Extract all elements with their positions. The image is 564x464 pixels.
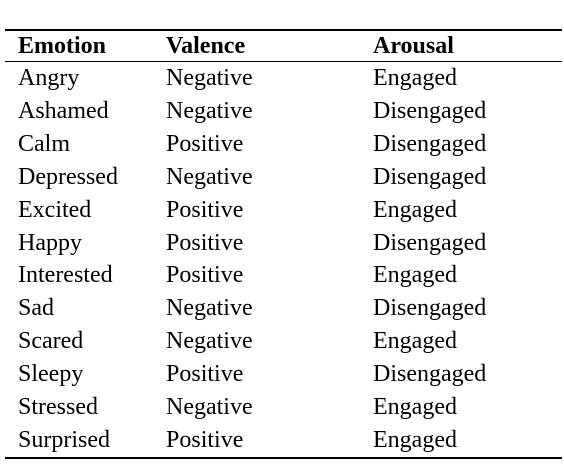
table-row [5,325,562,358]
table-row [5,391,562,424]
cell-valence: Positive [166,229,244,256]
cell-emotion: Sleepy [18,361,84,388]
header-arousal: Arousal [360,30,562,62]
cell-emotion: Stressed [18,394,98,421]
table-body [5,62,562,458]
cell-arousal: Engaged [373,394,457,421]
cell-valence: Positive [166,262,244,289]
header-valence: Valence [153,30,360,62]
cell-valence: Negative [166,163,253,190]
cell-arousal: Disengaged [373,97,487,124]
cell-emotion: Sad [18,295,54,322]
header-emotion: Emotion [5,30,153,62]
cell-valence: Positive [166,130,244,157]
cell-arousal: Disengaged [373,130,487,157]
table-row [5,194,562,227]
cell-emotion: Interested [18,262,113,289]
cell-valence: Negative [166,394,253,421]
cell-emotion: Surprised [5,424,153,458]
cell-emotion: Angry [18,65,80,91]
table-row [5,95,562,128]
cell-emotion: Happy [18,229,82,256]
cell-emotion: Ashamed [18,97,109,124]
table-row [5,424,562,458]
cell-emotion: Calm [18,130,70,157]
table-row [5,128,562,161]
cell-emotion: Depressed [18,163,118,190]
cell-arousal: Engaged [373,65,457,91]
cropped-caption-glyphs [0,0,564,10]
table-row [5,358,562,391]
cell-valence: Negative [166,97,253,124]
emotion-table-container [5,29,562,459]
cell-valence: Negative [166,295,253,322]
cell-arousal: Engaged [373,262,457,289]
cropped-caption-text [0,0,564,10]
table-row [5,292,562,325]
cell-arousal: Disengaged [373,295,487,322]
cell-valence: Positive [153,424,360,458]
cell-valence: Negative [166,328,253,355]
header-row [5,30,562,62]
cell-arousal: Engaged [373,196,457,223]
table-row [5,62,562,95]
cell-arousal: Engaged [360,424,562,458]
emotion-table [5,29,562,459]
cell-valence: Positive [166,196,244,223]
cell-arousal: Engaged [373,328,457,355]
cell-valence: Positive [166,361,244,388]
table-header [5,30,562,62]
cell-arousal: Disengaged [373,163,487,190]
table-row [5,227,562,260]
table-row [5,161,562,194]
cell-valence: Negative [166,65,253,91]
table-row [5,259,562,292]
cell-emotion: Excited [18,196,92,223]
cell-arousal: Disengaged [373,361,487,388]
cell-arousal: Disengaged [373,229,487,256]
cell-emotion: Scared [18,328,84,355]
